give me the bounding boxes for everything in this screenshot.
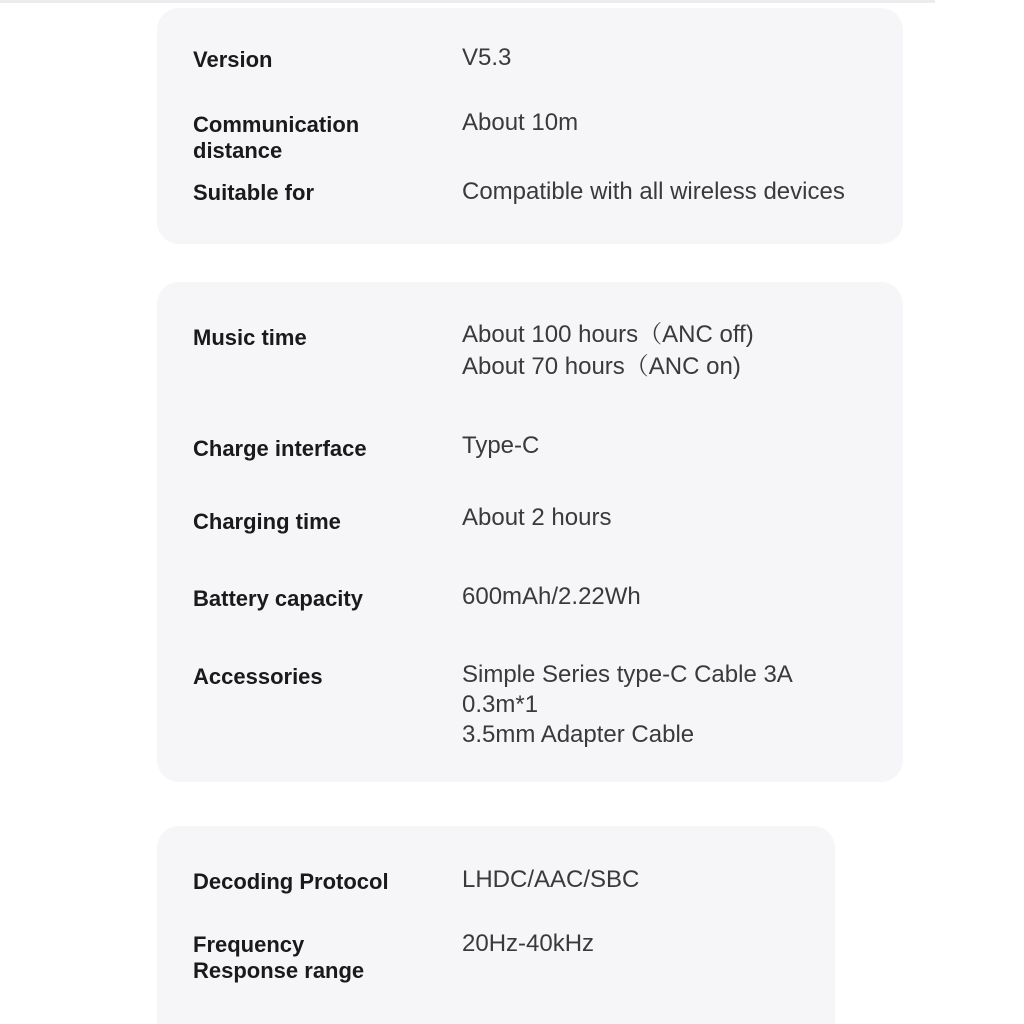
- spec-value-accessories: Simple Series type-C Cable 3A 0.3m*1 3.5mm Adapter Cable: [462, 661, 793, 748]
- spec-label-communication-distance: Communication distance: [193, 112, 360, 163]
- spec-label-accessories: Accessories: [193, 664, 323, 689]
- spec-value-charge-interface: Type-C: [462, 432, 540, 459]
- spec-label-music-time: Music time: [193, 325, 307, 350]
- spec-value-charging-time: About 2 hours: [462, 504, 612, 531]
- spec-value-music-time: About 100 hours（ANC off) About 70 hours（ANC on): [462, 321, 754, 380]
- spec-value-suitable-for: Compatible with all wireless devices: [462, 178, 845, 205]
- spec-value-decoding-protocol: LHDC/AAC/SBC: [462, 866, 640, 893]
- spec-value-communication-distance: About 10m: [462, 109, 579, 136]
- spec-label-frequency-response: Frequency Response range: [193, 932, 365, 983]
- top-divider: [0, 0, 935, 3]
- spec-card-audio: [157, 826, 835, 1024]
- spec-label-suitable-for: Suitable for: [193, 180, 315, 205]
- spec-value-battery-capacity: 600mAh/2.22Wh: [462, 583, 641, 610]
- spec-value-frequency-response: 20Hz-40kHz: [462, 930, 595, 957]
- spec-label-charge-interface: Charge interface: [193, 436, 367, 461]
- spec-label-decoding-protocol: Decoding Protocol: [193, 869, 389, 894]
- spec-label-version: Version: [193, 47, 273, 72]
- spec-label-charging-time: Charging time: [193, 509, 341, 534]
- spec-value-version: V5.3: [462, 44, 512, 71]
- spec-label-battery-capacity: Battery capacity: [193, 586, 363, 611]
